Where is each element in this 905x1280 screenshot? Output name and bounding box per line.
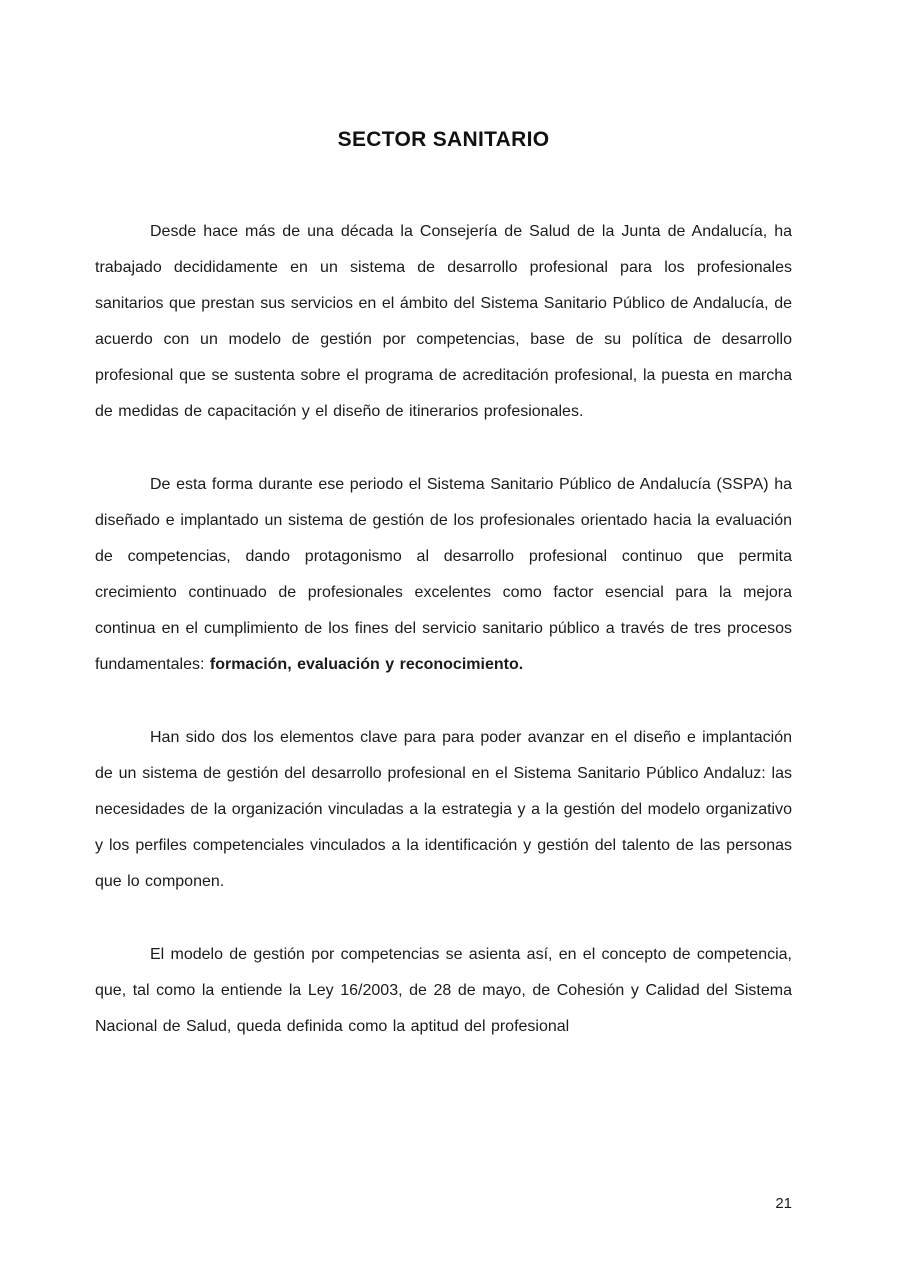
paragraph-intro <box>95 214 792 430</box>
page-content <box>95 128 792 1082</box>
paragraph-modelo <box>95 937 792 1045</box>
page-number: 21 <box>775 1195 792 1212</box>
paragraph-intro-text: Desde hace más de una década la Consejería de Salud de la Junta de Andalucía, ha trabajado decididamente en un sistema de desarrollo profesional para los profesionales sanitarios que prestan sus servicios en el ámbito del Sistema Sanitario Público de Andalucía, de acuerdo con un modelo de gestión por competencias, base de su política de desarrollo profesional que se sustenta sobre el programa de acreditación profesional, la puesta en marcha de medidas de capacitación y el diseño de itinerarios profesionales. <box>95 223 792 420</box>
paragraph-sspa-bold-text: formación, evaluación y reconocimiento. <box>209 656 524 673</box>
paragraph-sspa <box>95 467 792 683</box>
paragraph-sspa-text: De esta forma durante ese periodo el Sistema Sanitario Público de Andalucía (SSPA) ha diseñado e implantado un sistema de gestión de los profesionales orientado hacia la evaluación de competencias, dando protagonismo al desarrollo profesional continuo que permita crecimiento continuado de profesionales excelentes como factor esencial para la mejora continua en el cumplimiento de los fines del servicio sanitario público a través de tres procesos fundamentales: <box>95 476 792 673</box>
paragraph-elementos <box>95 720 792 900</box>
page-title: SECTOR SANITARIO <box>337 128 550 151</box>
paragraph-elementos-text: Han sido dos los elementos clave para para poder avanzar en el diseño e implantación de un sistema de gestión del desarrollo profesional en el Sistema Sanitario Público Andaluz: las necesidades de la organización vinculadas a la estrategia y a la gestión del modelo organizativo y los perfiles competenciales vinculados a la identificación y gestión del talento de las personas que lo componen. <box>95 729 792 890</box>
paragraph-modelo-text: El modelo de gestión por competencias se asienta así, en el concepto de competencia, que, tal como la entiende la Ley 16/2003, de 28 de mayo, de Cohesión y Calidad del Sistema Nacional de Salud, queda definida como la aptitud del profesional <box>95 946 792 1035</box>
